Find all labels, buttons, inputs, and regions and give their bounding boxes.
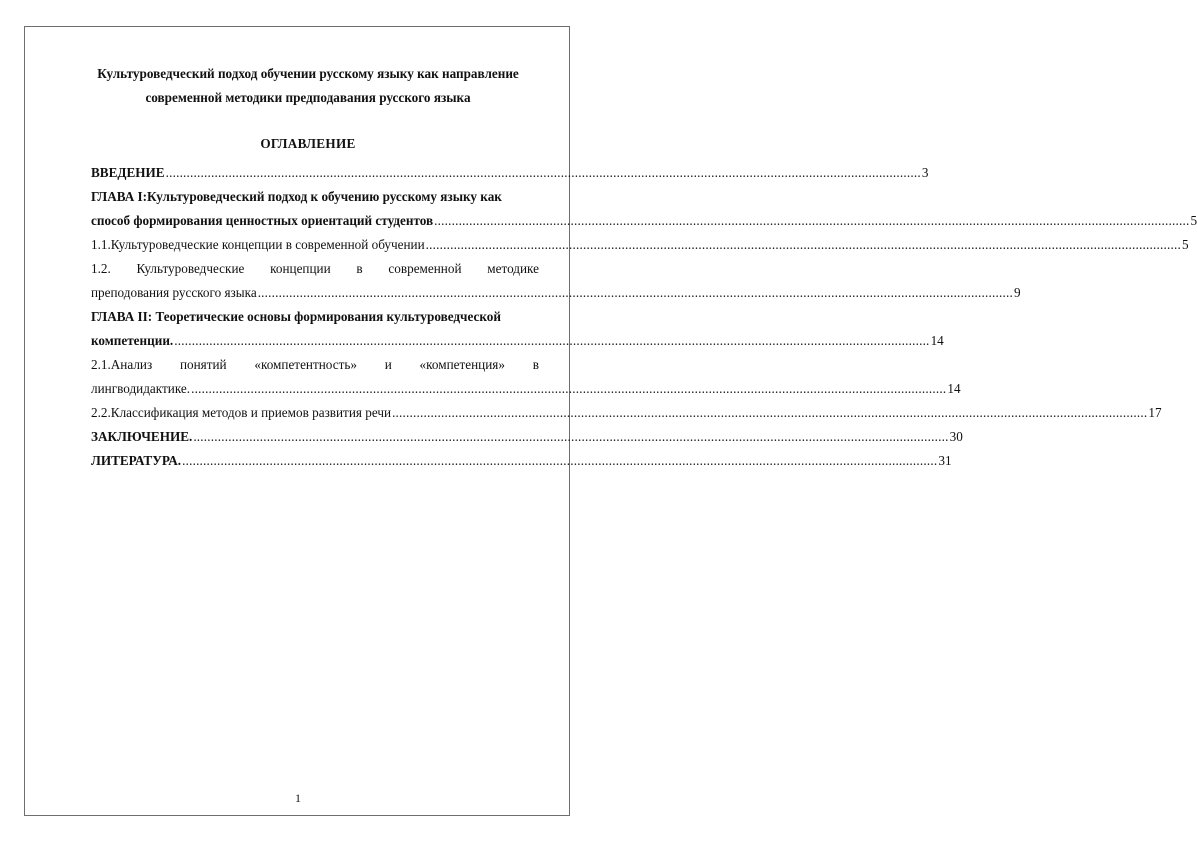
toc-entry-title: 2.2.Классификация методов и приемов развития речи — [91, 405, 392, 420]
toc-entry-1-2-line2[interactable] — [91, 281, 1021, 305]
toc-entry-2-1-line2[interactable] — [91, 377, 961, 401]
toc-page-number: 14 — [947, 381, 961, 396]
toc-page-number: 30 — [949, 429, 963, 444]
toc-page-number: 5 — [1190, 213, 1197, 228]
toc-entry-chapter2-line2[interactable] — [91, 329, 944, 353]
toc-leader-dots — [182, 449, 937, 473]
toc-entry-2-2[interactable] — [91, 401, 1162, 425]
toc-entry-title-continued: преподования русского языка — [91, 285, 257, 300]
toc-entry-intro[interactable] — [91, 161, 929, 185]
toc-word: 2.1.Анализ — [91, 357, 153, 372]
toc-leader-dots — [174, 329, 929, 353]
toc-page-number: 14 — [930, 333, 944, 348]
toc-leader-dots — [193, 425, 948, 449]
toc-leader-dots — [258, 281, 1013, 305]
toc-heading: ОГЛАВЛЕНИЕ — [260, 136, 356, 151]
document-title-line-1: Культуроведческий подход обучении русскому языку как направление — [97, 66, 519, 81]
toc-leader-dots — [191, 377, 946, 401]
document-title — [60, 62, 556, 110]
toc-word: «компетентность» — [254, 357, 357, 372]
toc-page-number: 31 — [938, 453, 952, 468]
toc-page-number: 9 — [1014, 285, 1021, 300]
toc-entry-1-1[interactable] — [91, 233, 1189, 257]
toc-leader-dots — [392, 401, 1147, 425]
toc-word: в — [532, 357, 539, 372]
toc-entry-title: ЗАКЛЮЧЕНИЕ. — [91, 429, 193, 444]
toc-page-number: 3 — [921, 165, 929, 180]
toc-word: Культуроведческие — [136, 261, 245, 276]
toc-entry-chapter1-line2[interactable] — [91, 209, 1197, 233]
toc-entry-chapter2-line1[interactable] — [91, 305, 539, 329]
toc-word: современной — [388, 261, 462, 276]
toc-entry-title: ГЛАВА I:Культуроведческий подход к обучению русскому языку как — [91, 189, 502, 204]
toc-entry-1-2-line1[interactable] — [91, 257, 539, 281]
table-of-contents — [91, 161, 1197, 473]
toc-leader-dots — [426, 233, 1181, 257]
toc-leader-dots — [166, 161, 921, 185]
toc-word: методике — [487, 261, 539, 276]
toc-entry-title: ВВЕДЕНИЕ — [91, 165, 165, 180]
toc-page-number: 17 — [1148, 405, 1162, 420]
toc-word: 1.2. — [91, 261, 111, 276]
toc-entry-chapter1-line1[interactable] — [91, 185, 539, 209]
toc-entry-title-continued: компетенции. — [91, 333, 174, 348]
toc-entry-literature[interactable] — [91, 449, 952, 473]
toc-entry-title: 1.1.Культуроведческие концепции в современной обучении — [91, 237, 425, 252]
toc-word: в — [356, 261, 363, 276]
toc-word: «компетенция» — [419, 357, 505, 372]
toc-entry-title: ГЛАВА II: Теоретические основы формирования культуроведческой — [91, 309, 501, 324]
toc-entry-title-continued: способ формирования ценностных ориентаций студентов — [91, 213, 434, 228]
toc-entry-2-1-line1[interactable] — [91, 353, 539, 377]
page-number: 1 — [295, 791, 301, 805]
toc-leader-dots — [434, 209, 1189, 233]
toc-page-number: 5 — [1182, 237, 1189, 252]
toc-entry-title-continued: лингводидактике. — [91, 381, 191, 396]
toc-entry-conclusion[interactable] — [91, 425, 963, 449]
toc-word: и — [384, 357, 392, 372]
document-title-line-2: современной методики предподавания русского языка — [145, 90, 471, 105]
toc-entry-title: ЛИТЕРАТУРА. — [91, 453, 182, 468]
toc-word: понятий — [179, 357, 227, 372]
toc-word: концепции — [270, 261, 331, 276]
